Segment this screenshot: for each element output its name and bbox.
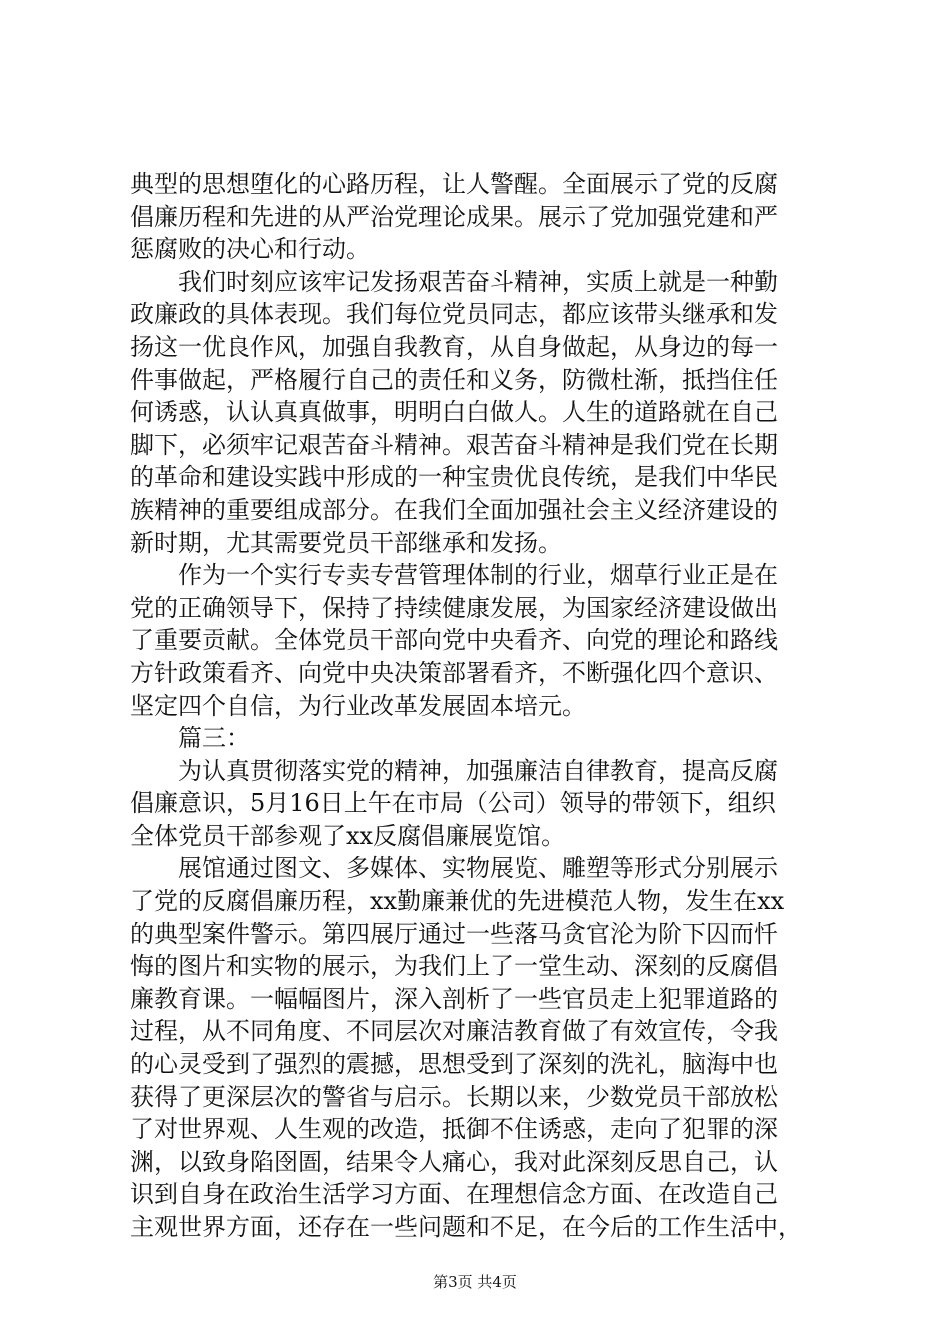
text-line: 政廉政的具体表现。我们每位党员同志，都应该带头继承和发 <box>130 300 778 329</box>
text-line: 倡廉历程和先进的从严治党理论成果。展示了党加强党建和严 <box>130 202 778 231</box>
text-line: 的革命和建设实践中形成的一种宝贵优良传统，是我们中华民 <box>130 463 778 492</box>
text-line: 了党的反腐倡廉历程，xx勤廉兼优的先进模范人物，发生在xx <box>130 887 785 916</box>
text-line: 了对世界观、人生观的改造，抵御不住诱惑，走向了犯罪的深 <box>130 1115 778 1144</box>
text-line: 族精神的重要组成部分。在我们全面加强社会主义经济建设的 <box>130 495 778 524</box>
text-line: 的心灵受到了强烈的震撼，思想受到了深刻的洗礼，脑海中也 <box>130 1050 778 1079</box>
text-line: 惩腐败的决心和行动。 <box>130 235 370 264</box>
text-line: 倡廉意识，5月16日上午在市局（公司）领导的带领下，组织 <box>130 789 776 818</box>
document-body <box>130 168 835 1244</box>
text-line: 获得了更深层次的警省与启示。长期以来，少数党员干部放松 <box>130 1082 778 1111</box>
text-line: 何诱惑，认认真真做事，明明白白做人。人生的道路就在自己 <box>130 398 778 427</box>
text-line: 我们时刻应该牢记发扬艰苦奋斗精神，实质上就是一种勤 <box>130 267 778 296</box>
text-line: 主观世界方面，还存在一些问题和不足，在今后的工作生活中， <box>130 1213 802 1241</box>
text-line: 方针政策看齐、向党中央决策部署看齐，不断强化四个意识、 <box>130 658 778 687</box>
text-line: 廉教育课。一幅幅图片，深入剖析了一些官员走上犯罪道路的 <box>130 984 778 1013</box>
text-line: 的典型案件警示。第四展厅通过一些落马贪官沦为阶下囚而忏 <box>130 919 778 948</box>
text-line: 过程，从不同角度、不同层次对廉洁教育做了有效宣传，令我 <box>130 1017 778 1046</box>
text-line: 作为一个实行专卖专营管理体制的行业，烟草行业正是在 <box>130 561 778 590</box>
text-line: 扬这一优良作风，加强自我教育，从自身做起，从身边的每一 <box>130 332 778 361</box>
text-line: 坚定四个自信，为行业改革发展固本培元。 <box>130 691 586 720</box>
text-line: 件事做起，严格履行自己的责任和义务，防微杜渐，抵挡住任 <box>130 365 778 394</box>
text-line: 党的正确领导下，保持了持续健康发展，为国家经济建设做出 <box>130 593 778 622</box>
text-line: 典型的思想堕化的心路历程，让人警醒。全面展示了党的反腐 <box>130 170 778 198</box>
text-line: 全体党员干部参观了xx反腐倡廉展览馆。 <box>130 821 566 850</box>
text-line: 脚下，必须牢记艰苦奋斗精神。艰苦奋斗精神是我们党在长期 <box>130 430 778 459</box>
text-line: 识到自身在政治生活学习方面、在理想信念方面、在改造自己 <box>130 1180 778 1209</box>
text-line: 篇三： <box>130 724 250 753</box>
text-line: 渊，以致身陷囹圄，结果令人痛心，我对此深刻反思自己，认 <box>130 1147 778 1176</box>
text-line: 新时期，尤其需要党员干部继承和发扬。 <box>130 528 562 557</box>
text-line: 了重要贡献。全体党员干部向党中央看齐、向党的理论和路线 <box>130 626 778 655</box>
page-footer: 第3页 共4页 <box>433 1273 517 1291</box>
text-line: 为认真贯彻落实党的精神，加强廉洁自律教育，提高反腐 <box>130 756 778 785</box>
text-line: 悔的图片和实物的展示，为我们上了一堂生动、深刻的反腐倡 <box>130 952 778 981</box>
text-line: 展馆通过图文、多媒体、实物展览、雕塑等形式分别展示 <box>130 854 778 883</box>
